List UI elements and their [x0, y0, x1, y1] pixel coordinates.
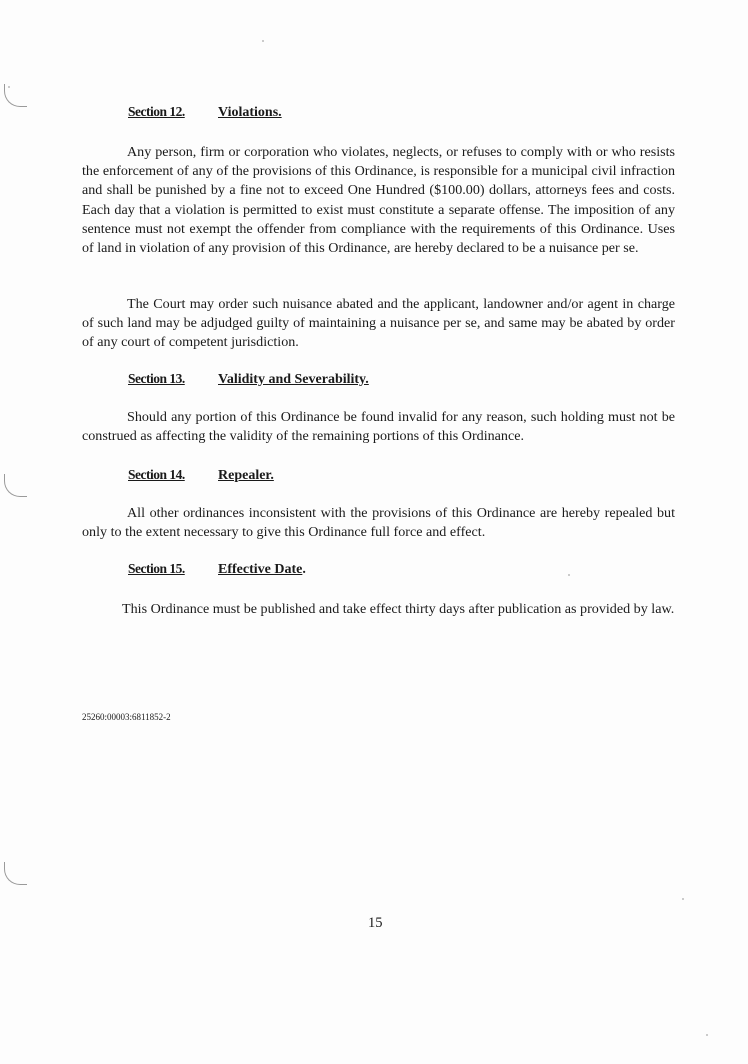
- scan-speck: [262, 40, 264, 42]
- section-title: Violations.: [218, 105, 282, 120]
- section-paragraph: All other ordinances inconsistent with the provisions of this Ordinance are hereby repealed but only to the extent necessary to give this Ordinance full force and effect.: [82, 505, 675, 541]
- section-title-suffix: .: [302, 562, 306, 577]
- scan-speck: [8, 86, 10, 88]
- section-paragraph: The Court may order such nuisance abated and the applicant, landowner and/or agent in charge of such land may be adjudged guilty of maintaining a nuisance per se, and same may be abated by order of any court of competent jurisdiction.: [82, 296, 675, 351]
- scan-speck: [682, 898, 684, 900]
- section-title: Repealer.: [218, 468, 274, 483]
- scan-speck: [706, 1034, 708, 1036]
- section-number: Section 12.: [128, 104, 185, 119]
- section-heading: [128, 371, 369, 388]
- section-paragraph: Any person, firm or corporation who violates, neglects, or refuses to comply with or who resists the enforcement of any of the provisions of this Ordinance, is responsible for a municipal civil infraction and shall be punished by a fine not to exceed One Hundred ($100.00) dollars, attorneys fees and costs. Each day that a violation is permitted to exist must constitute a separate offense. The imposition of any sentence must not exempt the offender from compliance with the requirements of this Ordinance. Uses of land in violation of any provision of this Ordinance, are hereby declared to be a nuisance per se.: [82, 144, 675, 257]
- document-code: 25260:00003:6811852-2: [82, 712, 171, 722]
- section-title: Effective Date: [218, 562, 303, 577]
- section-heading: [128, 467, 274, 484]
- section-number: Section 13.: [128, 371, 185, 386]
- section-paragraph: Should any portion of this Ordinance be found invalid for any reason, such holding must not be construed as affecting the validity of the remaining portions of this Ordinance.: [82, 409, 675, 445]
- section-number: Section 14.: [128, 467, 185, 482]
- section-paragraph: This Ordinance must be published and take effect thirty days after publication as provided by law.: [122, 601, 675, 617]
- section-title: Validity and Severability.: [218, 372, 369, 387]
- section-heading: [128, 104, 282, 121]
- punch-hole-mark: [4, 862, 27, 885]
- punch-hole-mark: [4, 474, 27, 497]
- section-number: Section 15.: [128, 561, 185, 576]
- section-heading: [128, 561, 306, 578]
- page-number: 15: [368, 915, 383, 931]
- scan-speck: [568, 574, 570, 576]
